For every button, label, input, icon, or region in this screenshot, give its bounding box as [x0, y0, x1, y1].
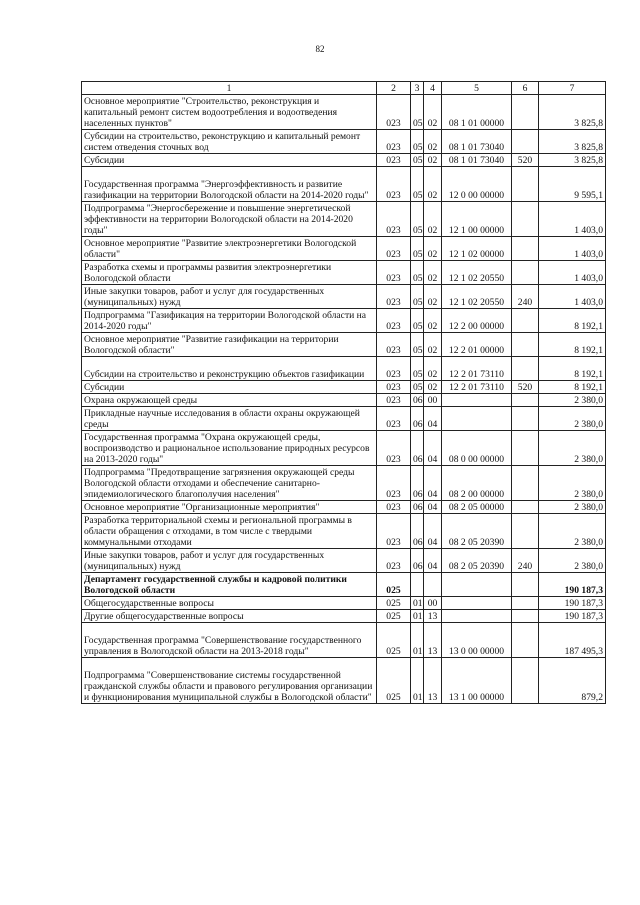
row-code-2: 023	[377, 466, 411, 501]
row-code-3: 05	[411, 333, 424, 357]
row-amount: 2 380,0	[539, 394, 606, 407]
row-code-3: 06	[411, 549, 424, 573]
row-code-4: 04	[424, 407, 442, 431]
row-amount: 2 380,0	[539, 466, 606, 501]
table-row	[82, 466, 606, 501]
row-amount: 2 380,0	[539, 407, 606, 431]
row-code-4: 02	[424, 357, 442, 381]
row-code-2: 023	[377, 95, 411, 130]
row-code-2: 023	[377, 394, 411, 407]
row-code-5	[442, 610, 512, 623]
table-row	[82, 407, 606, 431]
row-code-4: 04	[424, 466, 442, 501]
row-code-3: 05	[411, 285, 424, 309]
row-code-6: 240	[512, 285, 539, 309]
row-code-6	[512, 658, 539, 704]
row-code-6	[512, 501, 539, 514]
row-code-5: 08 1 01 73040	[442, 154, 512, 167]
row-code-3: 06	[411, 514, 424, 549]
row-code-4: 00	[424, 394, 442, 407]
row-code-6	[512, 597, 539, 610]
row-code-3: 06	[411, 466, 424, 501]
row-code-6	[512, 167, 539, 202]
row-code-5: 08 2 05 00000	[442, 501, 512, 514]
row-code-2: 023	[377, 237, 411, 261]
row-code-6	[512, 202, 539, 237]
row-amount: 3 825,8	[539, 95, 606, 130]
row-code-2: 023	[377, 357, 411, 381]
row-name: Разработка территориальной схемы и региональной программы в области обращения с отходами, в том числе с твердыми коммунальными отходами	[82, 514, 377, 549]
row-code-2: 023	[377, 154, 411, 167]
row-code-6	[512, 333, 539, 357]
row-code-4: 02	[424, 261, 442, 285]
row-code-5: 12 1 00 00000	[442, 202, 512, 237]
row-name: Прикладные научные исследования в области охраны окружающей среды	[82, 407, 377, 431]
row-name: Общегосударственные вопросы	[82, 597, 377, 610]
row-amount: 1 403,0	[539, 285, 606, 309]
row-code-5: 13 1 00 00000	[442, 658, 512, 704]
row-code-4	[424, 573, 442, 597]
row-code-2: 023	[377, 431, 411, 466]
table-body	[82, 95, 606, 704]
row-code-2: 025	[377, 658, 411, 704]
header-cell-5: 5	[442, 82, 512, 95]
row-code-6	[512, 394, 539, 407]
row-code-2: 025	[377, 623, 411, 658]
table-row	[82, 431, 606, 466]
row-amount: 8 192,1	[539, 309, 606, 333]
table-row	[82, 167, 606, 202]
row-code-2: 025	[377, 573, 411, 597]
row-code-2: 023	[377, 167, 411, 202]
row-amount: 8 192,1	[539, 381, 606, 394]
row-code-4: 13	[424, 623, 442, 658]
row-name: Государственная программа "Совершенствование государственного управления в Вологодской области на 2013-2018 годы"	[82, 623, 377, 658]
table-row	[82, 610, 606, 623]
row-amount: 1 403,0	[539, 202, 606, 237]
table-row	[82, 597, 606, 610]
row-name: Иные закупки товаров, работ и услуг для государственных (муниципальных) нужд	[82, 285, 377, 309]
row-code-3: 05	[411, 95, 424, 130]
table-row	[82, 381, 606, 394]
row-code-3: 06	[411, 394, 424, 407]
row-code-5: 12 2 00 00000	[442, 309, 512, 333]
row-code-6	[512, 95, 539, 130]
row-code-5: 12 1 02 20550	[442, 261, 512, 285]
budget-table	[81, 81, 606, 704]
row-code-4: 02	[424, 381, 442, 394]
row-code-5: 12 1 02 20550	[442, 285, 512, 309]
row-amount: 190 187,3	[539, 597, 606, 610]
row-code-5: 08 2 05 20390	[442, 514, 512, 549]
row-code-4: 02	[424, 202, 442, 237]
row-code-5: 08 1 01 00000	[442, 95, 512, 130]
header-cell-3: 3	[411, 82, 424, 95]
row-code-3: 05	[411, 261, 424, 285]
row-code-3: 01	[411, 658, 424, 704]
row-code-2: 023	[377, 309, 411, 333]
row-code-2: 023	[377, 130, 411, 154]
row-code-3: 06	[411, 407, 424, 431]
row-code-2: 023	[377, 514, 411, 549]
row-code-5	[442, 573, 512, 597]
row-code-5: 08 2 00 00000	[442, 466, 512, 501]
row-code-3: 01	[411, 623, 424, 658]
row-amount: 187 495,3	[539, 623, 606, 658]
table-row	[82, 309, 606, 333]
row-code-3: 05	[411, 309, 424, 333]
row-code-6	[512, 466, 539, 501]
row-code-5: 12 0 00 00000	[442, 167, 512, 202]
row-name: Другие общегосударственные вопросы	[82, 610, 377, 623]
row-amount: 8 192,1	[539, 333, 606, 357]
table-row	[82, 549, 606, 573]
row-amount: 8 192,1	[539, 357, 606, 381]
table-row	[82, 623, 606, 658]
row-code-6	[512, 573, 539, 597]
row-code-3	[411, 573, 424, 597]
row-code-4: 02	[424, 309, 442, 333]
row-code-6	[512, 261, 539, 285]
row-name: Подпрограмма "Энергосбережение и повышение энергетической эффективности на территории Вологодской области на 2014-2020 годы"	[82, 202, 377, 237]
row-name: Подпрограмма "Совершенствование системы государственной гражданской службы области и правового регулирования организации и функционирования муниципальной службы в Вологодской области"	[82, 658, 377, 704]
page-number: 82	[315, 44, 325, 54]
table-row	[82, 658, 606, 704]
row-code-4: 04	[424, 431, 442, 466]
table-row	[82, 285, 606, 309]
row-name: Основное мероприятие "Строительство, реконструкция и капитальный ремонт систем водоотребления и водоотведения населенных пунктов"	[82, 95, 377, 130]
table-row	[82, 514, 606, 549]
row-code-5: 12 2 01 73110	[442, 381, 512, 394]
row-code-2: 023	[377, 549, 411, 573]
row-name: Основное мероприятие "Развитие газификации на территории Вологодской области"	[82, 333, 377, 357]
row-code-4: 13	[424, 658, 442, 704]
row-amount: 9 595,1	[539, 167, 606, 202]
row-code-5: 08 2 05 20390	[442, 549, 512, 573]
row-code-2: 023	[377, 285, 411, 309]
row-code-2: 023	[377, 261, 411, 285]
row-code-2: 025	[377, 597, 411, 610]
row-code-4: 04	[424, 514, 442, 549]
row-code-4: 00	[424, 597, 442, 610]
table-row	[82, 154, 606, 167]
row-code-3: 05	[411, 167, 424, 202]
row-code-2: 025	[377, 610, 411, 623]
row-code-3: 06	[411, 431, 424, 466]
row-code-3: 01	[411, 610, 424, 623]
row-name: Государственная программа "Энергоэффективность и развитие газификации на территории Вологодской области на 2014-2020 годы"	[82, 167, 377, 202]
row-code-6: 240	[512, 549, 539, 573]
row-code-2: 023	[377, 501, 411, 514]
row-code-6	[512, 309, 539, 333]
row-code-5: 12 2 01 00000	[442, 333, 512, 357]
table-row	[82, 333, 606, 357]
row-code-4: 13	[424, 610, 442, 623]
header-cell-4: 4	[424, 82, 442, 95]
row-name: Разработка схемы и программы развития электроэнергетики Вологодской области	[82, 261, 377, 285]
row-amount: 3 825,8	[539, 130, 606, 154]
row-code-6	[512, 431, 539, 466]
row-code-4: 02	[424, 167, 442, 202]
row-code-2: 023	[377, 381, 411, 394]
row-code-4: 04	[424, 501, 442, 514]
row-code-3: 05	[411, 357, 424, 381]
header-row	[82, 82, 606, 95]
row-code-3: 05	[411, 154, 424, 167]
table-row	[82, 394, 606, 407]
row-code-5	[442, 407, 512, 431]
row-code-4: 02	[424, 237, 442, 261]
row-code-4: 02	[424, 333, 442, 357]
row-code-6: 520	[512, 154, 539, 167]
row-name: Подпрограмма "Предотвращение загрязнения окружающей среды Вологодской области отходами и обеспечение санитарно-эпидемиологического благополучия населения"	[82, 466, 377, 501]
row-name: Департамент государственной службы и кадровой политики Вологодской области	[82, 573, 377, 597]
row-name: Субсидии	[82, 154, 377, 167]
table-row	[82, 95, 606, 130]
row-code-4: 02	[424, 154, 442, 167]
row-code-4: 02	[424, 95, 442, 130]
row-code-6	[512, 237, 539, 261]
row-amount: 3 825,8	[539, 154, 606, 167]
row-code-3: 05	[411, 202, 424, 237]
row-code-5: 13 0 00 00000	[442, 623, 512, 658]
header-cell-2: 2	[377, 82, 411, 95]
row-name: Основное мероприятие "Развитие электроэнергетики Вологодской области"	[82, 237, 377, 261]
row-code-3: 06	[411, 501, 424, 514]
row-code-3: 01	[411, 597, 424, 610]
row-code-2: 023	[377, 202, 411, 237]
table-row	[82, 501, 606, 514]
row-name: Государственная программа "Охрана окружающей среды, воспроизводство и рациональное использование природных ресурсов на 2013-2020 годы"	[82, 431, 377, 466]
row-code-6	[512, 407, 539, 431]
table-row	[82, 130, 606, 154]
row-code-4: 02	[424, 130, 442, 154]
row-code-6	[512, 357, 539, 381]
row-name: Субсидии на строительство и реконструкцию объектов газификации	[82, 357, 377, 381]
row-amount: 190 187,3	[539, 573, 606, 597]
row-amount: 879,2	[539, 658, 606, 704]
header-cell-6: 6	[512, 82, 539, 95]
row-amount: 2 380,0	[539, 431, 606, 466]
row-code-3: 05	[411, 130, 424, 154]
row-code-6	[512, 514, 539, 549]
row-code-5: 12 1 02 00000	[442, 237, 512, 261]
row-name: Основное мероприятие "Организационные мероприятия"	[82, 501, 377, 514]
table-row	[82, 261, 606, 285]
row-name: Субсидии	[82, 381, 377, 394]
row-amount: 1 403,0	[539, 237, 606, 261]
row-code-5: 12 2 01 73110	[442, 357, 512, 381]
table-row	[82, 357, 606, 381]
row-amount: 2 380,0	[539, 514, 606, 549]
row-code-2: 023	[377, 333, 411, 357]
row-code-5	[442, 394, 512, 407]
row-name: Подпрограмма "Газификация на территории Вологодской области на 2014-2020 годы"	[82, 309, 377, 333]
row-code-3: 05	[411, 381, 424, 394]
table-row	[82, 573, 606, 597]
row-code-4: 02	[424, 285, 442, 309]
row-amount: 2 380,0	[539, 501, 606, 514]
row-code-3: 05	[411, 237, 424, 261]
row-code-2: 023	[377, 407, 411, 431]
row-name: Охрана окружающей среды	[82, 394, 377, 407]
row-code-5	[442, 597, 512, 610]
row-code-6	[512, 623, 539, 658]
header-cell-1: 1	[82, 82, 377, 95]
header-cell-7: 7	[539, 82, 606, 95]
row-code-5: 08 0 00 00000	[442, 431, 512, 466]
row-code-6	[512, 130, 539, 154]
row-name: Субсидии на строительство, реконструкцию и капитальный ремонт систем отведения сточных вод	[82, 130, 377, 154]
row-amount: 1 403,0	[539, 261, 606, 285]
row-code-6	[512, 610, 539, 623]
row-name: Иные закупки товаров, работ и услуг для государственных (муниципальных) нужд	[82, 549, 377, 573]
row-amount: 2 380,0	[539, 549, 606, 573]
row-amount: 190 187,3	[539, 610, 606, 623]
table-row	[82, 237, 606, 261]
row-code-6: 520	[512, 381, 539, 394]
row-code-4: 04	[424, 549, 442, 573]
row-code-5: 08 1 01 73040	[442, 130, 512, 154]
table-row	[82, 202, 606, 237]
